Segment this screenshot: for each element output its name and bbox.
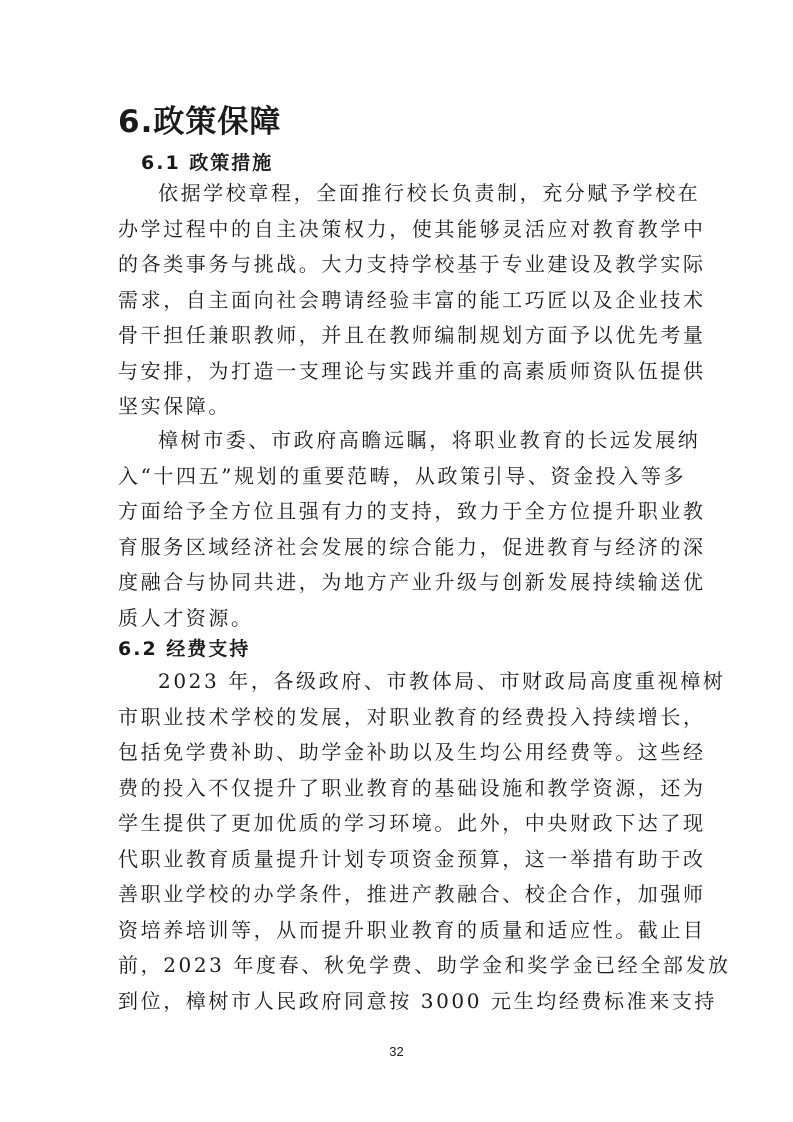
paragraph-line: 包括免学费补助、助学金补助以及生均公用经费等。这些经 xyxy=(118,740,706,764)
paragraph-line: 坚实保障。 xyxy=(118,394,231,418)
paragraph-line: 育服务区域经济社会发展的综合能力，促进教育与经济的深 xyxy=(118,534,706,559)
paragraph-policy-autonomy xyxy=(118,176,706,425)
paragraph-line: 办学过程中的自主决策权力，使其能够灵活应对教育教学中 xyxy=(118,216,706,241)
paragraph-line: 代职业教育质量提升计划专项资金预算，这一举措有助于改 xyxy=(118,846,706,871)
paragraph-line: 需求，自主面向社会聘请经验丰富的能工巧匠以及企业技术 xyxy=(118,287,706,312)
paragraph-line: 入“十四五”规划的重要范畴，从政策引导、资金投入等多 xyxy=(118,463,687,488)
paragraph-line: 度融合与协同共进，为地方产业升级与创新发展持续输送优 xyxy=(118,570,706,594)
paragraph-funding xyxy=(118,664,731,1019)
paragraph-line: 2023 年，各级政府、市教体局、市财政局高度重视樟树 xyxy=(158,669,726,693)
paragraph-line: 的各类事务与挑战。大力支持学校基于专业建设及教学实际 xyxy=(118,252,706,276)
paragraph-line: 资培养培训等，从而提升职业教育的质量和适应性。截止目 xyxy=(118,917,706,942)
page-number: 32 xyxy=(389,1044,404,1059)
subsection-title-funding: 6.2 经费支持 xyxy=(118,638,251,660)
paragraph-line: 善职业学校的办学条件，推进产教融合、校企合作，加强师 xyxy=(118,882,706,906)
paragraph-line: 樟树市委、市政府高瞻远瞩，将职业教育的长远发展纳 xyxy=(158,428,701,452)
paragraph-line: 质人才资源。 xyxy=(118,605,254,630)
paragraph-line: 学生提供了更加优质的学习环境。此外，中央财政下达了现 xyxy=(118,811,706,835)
section-title: 6.政策保障 xyxy=(118,104,282,140)
paragraph-line: 费的投入不仅提升了职业教育的基础设施和教学资源，还为 xyxy=(118,775,706,800)
paragraph-municipal-support xyxy=(118,423,706,636)
subsection-title-policy-measures: 6.1 政策措施 xyxy=(141,152,274,174)
paragraph-line: 依据学校章程，全面推行校长负责制，充分赋予学校在 xyxy=(158,181,701,205)
paragraph-line: 与安排，为打造一支理论与实践并重的高素质师资队伍提供 xyxy=(118,358,706,383)
paragraph-line: 方面给予全方位且强有力的支持，致力于全方位提升职业教 xyxy=(118,499,706,523)
paragraph-line: 市职业技术学校的发展，对职业教育的经费投入持续增长， xyxy=(118,704,706,729)
paragraph-line: 骨干担任兼职教师，并且在教师编制规划方面予以优先考量 xyxy=(118,323,706,347)
paragraph-line: 到位，樟树市人民政府同意按 3000 元生均经费标准来支持 xyxy=(118,988,718,1013)
paragraph-line: 前，2023 年度春、秋免学费、助学金和奖学金已经全部发放 xyxy=(118,953,731,977)
